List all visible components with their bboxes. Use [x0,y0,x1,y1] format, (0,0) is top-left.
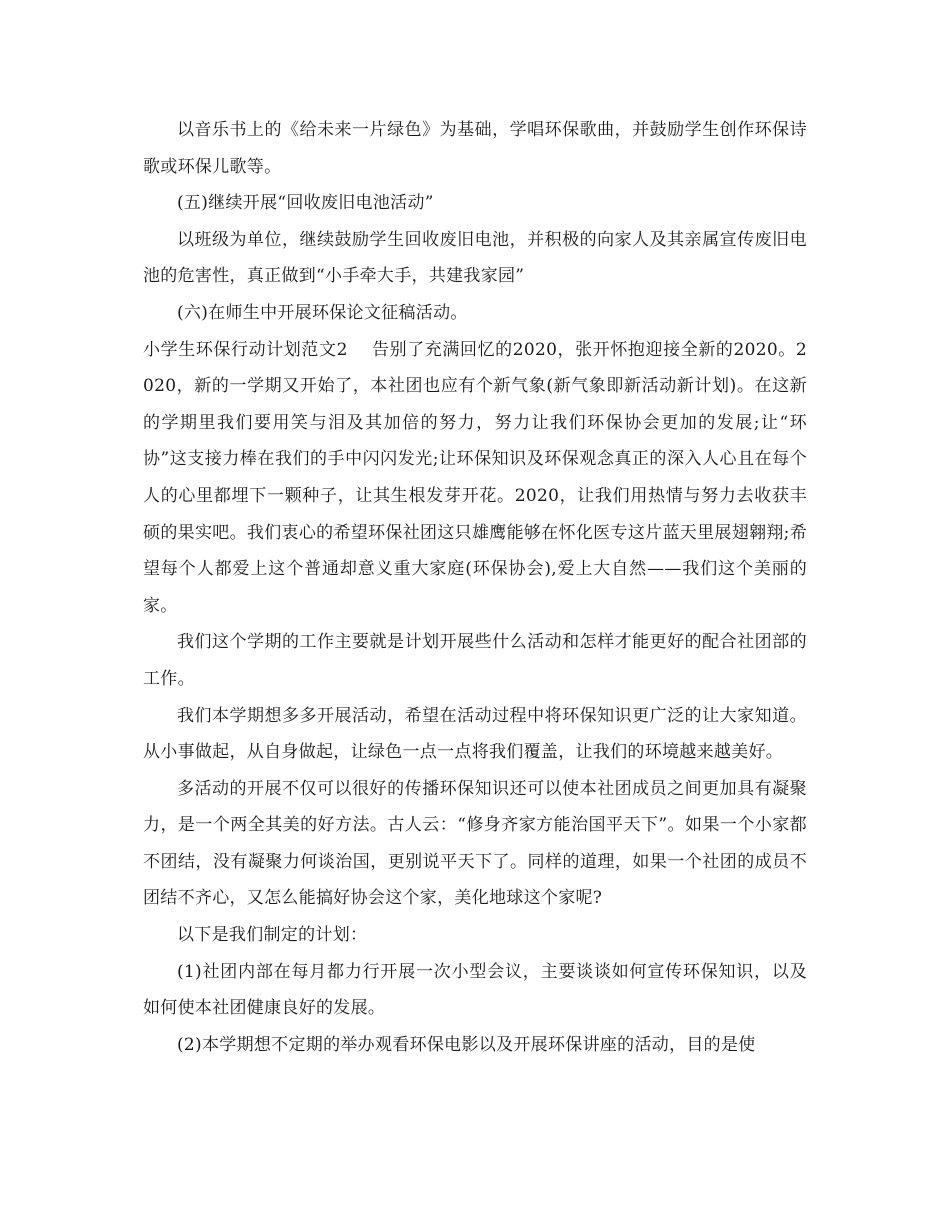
paragraph-cohesion: 多活动的开展不仅可以很好的传播环保知识还可以使本社团成员之间更加具有凝聚力，是一个两全其美的好方法。古人云：“修身齐家方能治国平天下”。如果一个小家都不团结，没有凝聚力何谈治国，更别说平天下了。同样的道理，如果一个社团的成员不团结不齐心，又怎么能搞好协会这个家，美化地球这个家呢? [143,778,807,909]
paragraph-music-songs: 以音乐书上的《给未来一片绿色》为基础，学唱环保歌曲，并鼓励学生创作环保诗歌或环保儿歌等。 [143,120,807,177]
list-item-monthly-meeting: (1)社团内部在每月都力行开展一次小型会议，主要谈谈如何宣传环保知识，以及如何使本社团健康良好的发展。 [143,961,807,1019]
section-title: 小学生环保行动计划范文2 [143,339,348,360]
paragraph-battery-recycling: 以班级为单位，继续鼓励学生回收废旧电池，并积极的向家人及其亲属宣传废旧电池的危害性，真正做到“小手牵大手，共建我家园” [143,229,807,287]
paragraph-more-activities: 我们本学期想多多开展活动，希望在活动过程中将环保知识更广泛的让大家知道。从小事做起，从自身做起，让绿色一点一点将我们覆盖，让我们的环境越来越美好。 [143,705,807,763]
document-body [143,112,807,1063]
heading-battery-recycling: (五)继续开展“回收废旧电池活动” [177,193,434,214]
paragraph-plan-intro: 以下是我们制定的计划： [177,925,368,946]
paragraph-plan-sample-2-text: 告别了充满回忆的2020，张开怀抱迎接全新的2020。2020，新的一学期又开始了，本社团也应有个新气象(新气象即新活动新计划)。在这新的学期里我们要用笑与泪及其加倍的努力，努力让我们环保协会更加的发展;让“环协”这支接力棒在我们的手中闪闪发光;让环保知识及环保观念真正的深入人心且在每个人的心里都埋下一颗种子，让其生根发芽开花。2020，让我们用热情与努力去收获丰硕的果实吧。我们衷心的希望环保社团这只雄鹰能够在怀化医专这片蓝天里展翅翱翔;希望每个人都爱上这个普通却意义重大家庭(环保协会),爱上大自然——我们这个美丽的家。 [143,339,807,616]
paragraph-plan-sample-2 [143,332,807,625]
list-item-movies-lectures: (2)本学期想不定期的举办观看环保电影以及开展环保讲座的活动，目的是使 [177,1034,756,1055]
heading-essay-contest: (六)在师生中开展环保论文征稿活动。 [177,302,468,323]
paragraph-semester-work: 我们这个学期的工作主要就是计划开展些什么活动和怎样才能更好的配合社团部的工作。 [143,632,807,689]
